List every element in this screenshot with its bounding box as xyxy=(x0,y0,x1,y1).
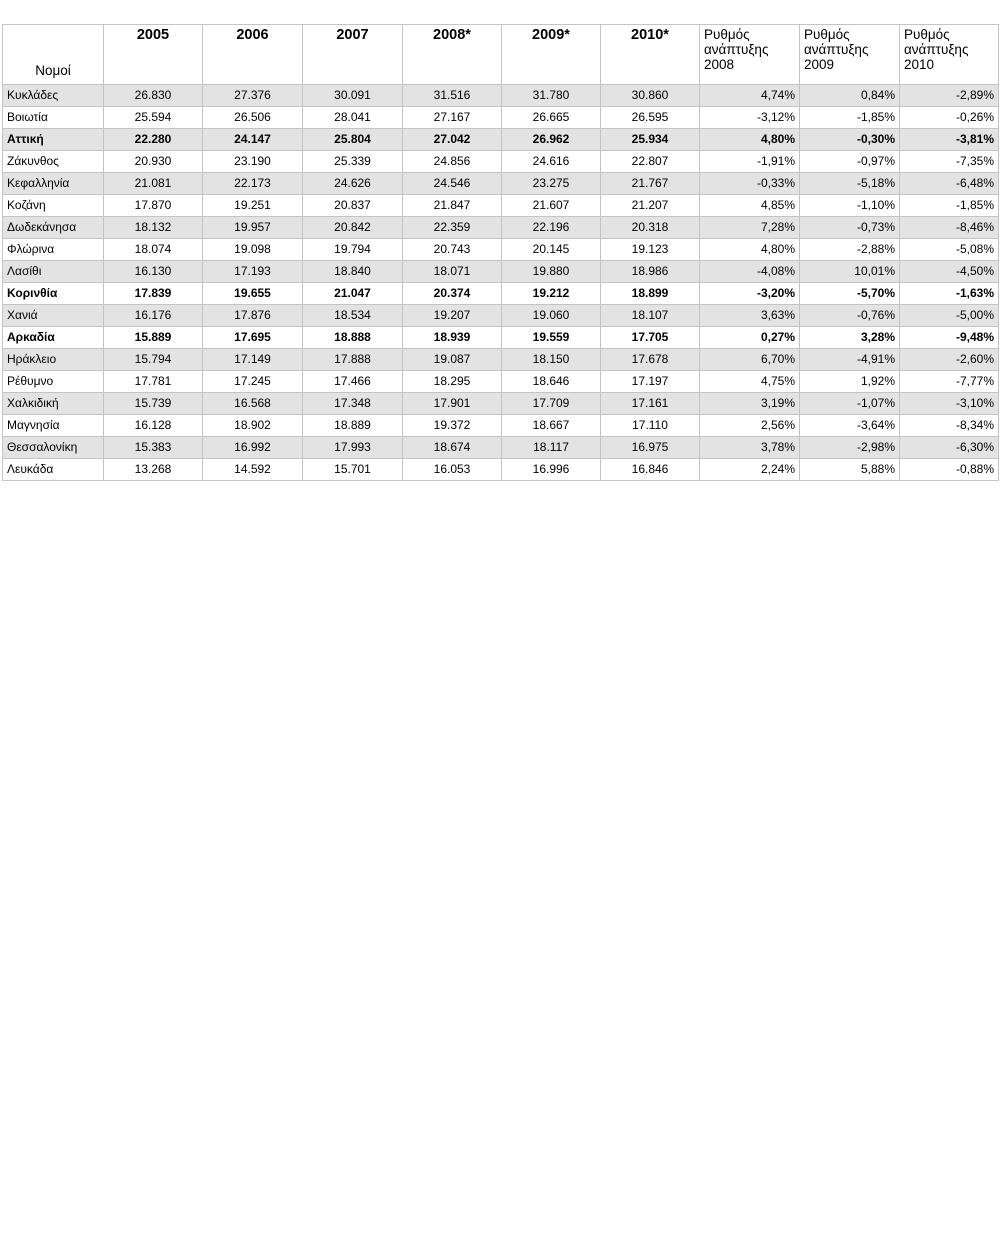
value-cell: 17.695 xyxy=(203,327,303,349)
value-cell: 19.098 xyxy=(203,239,303,261)
table-row xyxy=(3,239,999,261)
value-cell: 24.626 xyxy=(303,173,403,195)
value-cell: 17.888 xyxy=(303,349,403,371)
value-cell: 19.060 xyxy=(502,305,601,327)
growth-rate-cell: 10,01% xyxy=(800,261,900,283)
growth-rate-cell: -1,07% xyxy=(800,393,900,415)
value-cell: 30.860 xyxy=(601,85,700,107)
growth-rate-cell: -1,91% xyxy=(700,151,800,173)
growth-rate-cell: -0,30% xyxy=(800,129,900,151)
value-cell: 17.901 xyxy=(403,393,502,415)
column-header-rate: Ρυθμός ανάπτυξης 2008 xyxy=(700,25,800,85)
growth-rate-cell: -2,60% xyxy=(900,349,999,371)
growth-rate-cell: -7,35% xyxy=(900,151,999,173)
table-row xyxy=(3,107,999,129)
column-header-rate: Ρυθμός ανάπτυξης 2009 xyxy=(800,25,900,85)
value-cell: 18.150 xyxy=(502,349,601,371)
value-cell: 18.534 xyxy=(303,305,403,327)
value-cell: 22.807 xyxy=(601,151,700,173)
value-cell: 26.665 xyxy=(502,107,601,129)
value-cell: 25.934 xyxy=(601,129,700,151)
value-cell: 24.546 xyxy=(403,173,502,195)
value-cell: 18.071 xyxy=(403,261,502,283)
value-cell: 26.830 xyxy=(104,85,203,107)
table-row xyxy=(3,129,999,151)
value-cell: 19.559 xyxy=(502,327,601,349)
table-row xyxy=(3,305,999,327)
value-cell: 25.804 xyxy=(303,129,403,151)
growth-rate-cell: 7,28% xyxy=(700,217,800,239)
value-cell: 21.207 xyxy=(601,195,700,217)
value-cell: 16.053 xyxy=(403,459,502,481)
value-cell: 23.275 xyxy=(502,173,601,195)
growth-rate-cell: 4,80% xyxy=(700,239,800,261)
column-header-year: 2006 xyxy=(203,25,303,85)
growth-rate-cell: -4,08% xyxy=(700,261,800,283)
value-cell: 15.794 xyxy=(104,349,203,371)
value-cell: 20.842 xyxy=(303,217,403,239)
growth-rate-cell: -5,00% xyxy=(900,305,999,327)
value-cell: 18.889 xyxy=(303,415,403,437)
value-cell: 18.107 xyxy=(601,305,700,327)
growth-rate-cell: -7,77% xyxy=(900,371,999,393)
growth-rate-cell: -5,08% xyxy=(900,239,999,261)
growth-rate-cell: 3,63% xyxy=(700,305,800,327)
value-cell: 28.041 xyxy=(303,107,403,129)
growth-rate-cell: -3,81% xyxy=(900,129,999,151)
prefecture-name: Ρέθυμνο xyxy=(3,371,104,393)
value-cell: 18.295 xyxy=(403,371,502,393)
growth-rate-cell: 3,78% xyxy=(700,437,800,459)
growth-rate-cell: 4,80% xyxy=(700,129,800,151)
prefecture-name: Θεσσαλονίκη xyxy=(3,437,104,459)
value-cell: 18.132 xyxy=(104,217,203,239)
prefecture-name: Χαλκιδική xyxy=(3,393,104,415)
table-row xyxy=(3,85,999,107)
value-cell: 21.047 xyxy=(303,283,403,305)
growth-rate-cell: 0,27% xyxy=(700,327,800,349)
table-row xyxy=(3,371,999,393)
table-row xyxy=(3,459,999,481)
table-row xyxy=(3,393,999,415)
value-cell: 19.655 xyxy=(203,283,303,305)
growth-rate-cell: -4,50% xyxy=(900,261,999,283)
value-cell: 17.839 xyxy=(104,283,203,305)
value-cell: 17.709 xyxy=(502,393,601,415)
value-cell: 18.646 xyxy=(502,371,601,393)
growth-rate-cell: -0,73% xyxy=(800,217,900,239)
value-cell: 18.899 xyxy=(601,283,700,305)
value-cell: 16.568 xyxy=(203,393,303,415)
table-row xyxy=(3,217,999,239)
value-cell: 16.996 xyxy=(502,459,601,481)
growth-rate-cell: -8,34% xyxy=(900,415,999,437)
value-cell: 20.837 xyxy=(303,195,403,217)
value-cell: 18.117 xyxy=(502,437,601,459)
prefecture-name: Κορινθία xyxy=(3,283,104,305)
growth-rate-cell: -1,85% xyxy=(900,195,999,217)
prefecture-name: Κοζάνη xyxy=(3,195,104,217)
value-cell: 20.930 xyxy=(104,151,203,173)
column-header-prefecture: Νομοί xyxy=(3,25,104,85)
table-row xyxy=(3,415,999,437)
column-header-rate: Ρυθμός ανάπτυξης 2010 xyxy=(900,25,999,85)
value-cell: 18.888 xyxy=(303,327,403,349)
value-cell: 17.678 xyxy=(601,349,700,371)
column-header-year: 2005 xyxy=(104,25,203,85)
column-header-year: 2010* xyxy=(601,25,700,85)
growth-rate-cell: -2,88% xyxy=(800,239,900,261)
value-cell: 19.123 xyxy=(601,239,700,261)
value-cell: 20.318 xyxy=(601,217,700,239)
value-cell: 18.939 xyxy=(403,327,502,349)
value-cell: 19.212 xyxy=(502,283,601,305)
growth-rate-cell: -0,88% xyxy=(900,459,999,481)
value-cell: 23.190 xyxy=(203,151,303,173)
growth-rate-cell: -8,46% xyxy=(900,217,999,239)
value-cell: 19.251 xyxy=(203,195,303,217)
table-row xyxy=(3,173,999,195)
value-cell: 19.794 xyxy=(303,239,403,261)
value-cell: 17.161 xyxy=(601,393,700,415)
table-row xyxy=(3,327,999,349)
growth-rate-cell: -2,89% xyxy=(900,85,999,107)
growth-rate-cell: 3,19% xyxy=(700,393,800,415)
value-cell: 19.087 xyxy=(403,349,502,371)
growth-rate-cell: 4,75% xyxy=(700,371,800,393)
prefecture-name: Λευκάδα xyxy=(3,459,104,481)
value-cell: 31.780 xyxy=(502,85,601,107)
table-row xyxy=(3,437,999,459)
value-cell: 30.091 xyxy=(303,85,403,107)
value-cell: 16.975 xyxy=(601,437,700,459)
prefecture-name: Κεφαλληνία xyxy=(3,173,104,195)
value-cell: 18.902 xyxy=(203,415,303,437)
value-cell: 26.962 xyxy=(502,129,601,151)
growth-rate-cell: -3,64% xyxy=(800,415,900,437)
value-cell: 22.280 xyxy=(104,129,203,151)
growth-rate-cell: -6,48% xyxy=(900,173,999,195)
column-header-year: 2008* xyxy=(403,25,502,85)
prefecture-name: Αρκαδία xyxy=(3,327,104,349)
value-cell: 15.889 xyxy=(104,327,203,349)
table-row xyxy=(3,261,999,283)
value-cell: 19.372 xyxy=(403,415,502,437)
prefecture-name: Μαγνησία xyxy=(3,415,104,437)
value-cell: 21.081 xyxy=(104,173,203,195)
growth-rate-cell: -6,30% xyxy=(900,437,999,459)
growth-rate-cell: -1,85% xyxy=(800,107,900,129)
value-cell: 19.957 xyxy=(203,217,303,239)
value-cell: 21.767 xyxy=(601,173,700,195)
value-cell: 16.176 xyxy=(104,305,203,327)
value-cell: 21.847 xyxy=(403,195,502,217)
value-cell: 22.173 xyxy=(203,173,303,195)
value-cell: 17.149 xyxy=(203,349,303,371)
prefecture-name: Λασίθι xyxy=(3,261,104,283)
value-cell: 16.846 xyxy=(601,459,700,481)
prefecture-name: Αττική xyxy=(3,129,104,151)
value-cell: 20.374 xyxy=(403,283,502,305)
value-cell: 17.348 xyxy=(303,393,403,415)
value-cell: 25.339 xyxy=(303,151,403,173)
value-cell: 15.739 xyxy=(104,393,203,415)
value-cell: 27.167 xyxy=(403,107,502,129)
value-cell: 20.145 xyxy=(502,239,601,261)
value-cell: 22.196 xyxy=(502,217,601,239)
value-cell: 17.245 xyxy=(203,371,303,393)
value-cell: 26.506 xyxy=(203,107,303,129)
value-cell: 19.207 xyxy=(403,305,502,327)
growth-rate-cell: 4,74% xyxy=(700,85,800,107)
growth-rate-cell: -9,48% xyxy=(900,327,999,349)
value-cell: 17.781 xyxy=(104,371,203,393)
value-cell: 24.616 xyxy=(502,151,601,173)
value-cell: 19.880 xyxy=(502,261,601,283)
value-cell: 27.376 xyxy=(203,85,303,107)
value-cell: 18.674 xyxy=(403,437,502,459)
prefecture-name: Δωδεκάνησα xyxy=(3,217,104,239)
value-cell: 26.595 xyxy=(601,107,700,129)
growth-rate-cell: 4,85% xyxy=(700,195,800,217)
prefecture-name: Κυκλάδες xyxy=(3,85,104,107)
growth-rate-cell: -4,91% xyxy=(800,349,900,371)
value-cell: 21.607 xyxy=(502,195,601,217)
value-cell: 15.383 xyxy=(104,437,203,459)
value-cell: 17.705 xyxy=(601,327,700,349)
value-cell: 18.840 xyxy=(303,261,403,283)
growth-rate-cell: -3,10% xyxy=(900,393,999,415)
growth-rate-cell: 3,28% xyxy=(800,327,900,349)
value-cell: 14.592 xyxy=(203,459,303,481)
table-row xyxy=(3,151,999,173)
value-cell: 18.986 xyxy=(601,261,700,283)
data-table xyxy=(2,24,999,481)
growth-rate-cell: -5,18% xyxy=(800,173,900,195)
growth-rate-cell: -1,10% xyxy=(800,195,900,217)
value-cell: 17.876 xyxy=(203,305,303,327)
value-cell: 31.516 xyxy=(403,85,502,107)
table-row xyxy=(3,283,999,305)
table-row xyxy=(3,349,999,371)
value-cell: 22.359 xyxy=(403,217,502,239)
value-cell: 17.466 xyxy=(303,371,403,393)
value-cell: 27.042 xyxy=(403,129,502,151)
prefecture-name: Βοιωτία xyxy=(3,107,104,129)
table-row xyxy=(3,195,999,217)
prefecture-name: Ηράκλειο xyxy=(3,349,104,371)
growth-rate-cell: 1,92% xyxy=(800,371,900,393)
value-cell: 15.701 xyxy=(303,459,403,481)
value-cell: 24.147 xyxy=(203,129,303,151)
growth-rate-cell: 2,24% xyxy=(700,459,800,481)
value-cell: 16.128 xyxy=(104,415,203,437)
value-cell: 17.993 xyxy=(303,437,403,459)
value-cell: 18.074 xyxy=(104,239,203,261)
value-cell: 17.197 xyxy=(601,371,700,393)
header-row xyxy=(3,25,999,85)
value-cell: 16.130 xyxy=(104,261,203,283)
growth-rate-cell: -3,12% xyxy=(700,107,800,129)
growth-rate-cell: -5,70% xyxy=(800,283,900,305)
column-header-year: 2007 xyxy=(303,25,403,85)
growth-rate-cell: 5,88% xyxy=(800,459,900,481)
value-cell: 24.856 xyxy=(403,151,502,173)
growth-rate-cell: 6,70% xyxy=(700,349,800,371)
prefecture-name: Φλώρινα xyxy=(3,239,104,261)
growth-rate-cell: -3,20% xyxy=(700,283,800,305)
prefecture-name: Ζάκυνθος xyxy=(3,151,104,173)
table-body xyxy=(3,85,999,481)
value-cell: 20.743 xyxy=(403,239,502,261)
growth-rate-cell: -0,76% xyxy=(800,305,900,327)
growth-rate-cell: 2,56% xyxy=(700,415,800,437)
value-cell: 18.667 xyxy=(502,415,601,437)
value-cell: 17.110 xyxy=(601,415,700,437)
growth-rate-cell: -2,98% xyxy=(800,437,900,459)
value-cell: 16.992 xyxy=(203,437,303,459)
growth-rate-cell: 0,84% xyxy=(800,85,900,107)
value-cell: 25.594 xyxy=(104,107,203,129)
growth-rate-cell: -1,63% xyxy=(900,283,999,305)
growth-rate-cell: -0,97% xyxy=(800,151,900,173)
value-cell: 13.268 xyxy=(104,459,203,481)
value-cell: 17.870 xyxy=(104,195,203,217)
growth-rate-cell: -0,33% xyxy=(700,173,800,195)
growth-rate-cell: -0,26% xyxy=(900,107,999,129)
value-cell: 17.193 xyxy=(203,261,303,283)
column-header-year: 2009* xyxy=(502,25,601,85)
prefecture-name: Χανιά xyxy=(3,305,104,327)
